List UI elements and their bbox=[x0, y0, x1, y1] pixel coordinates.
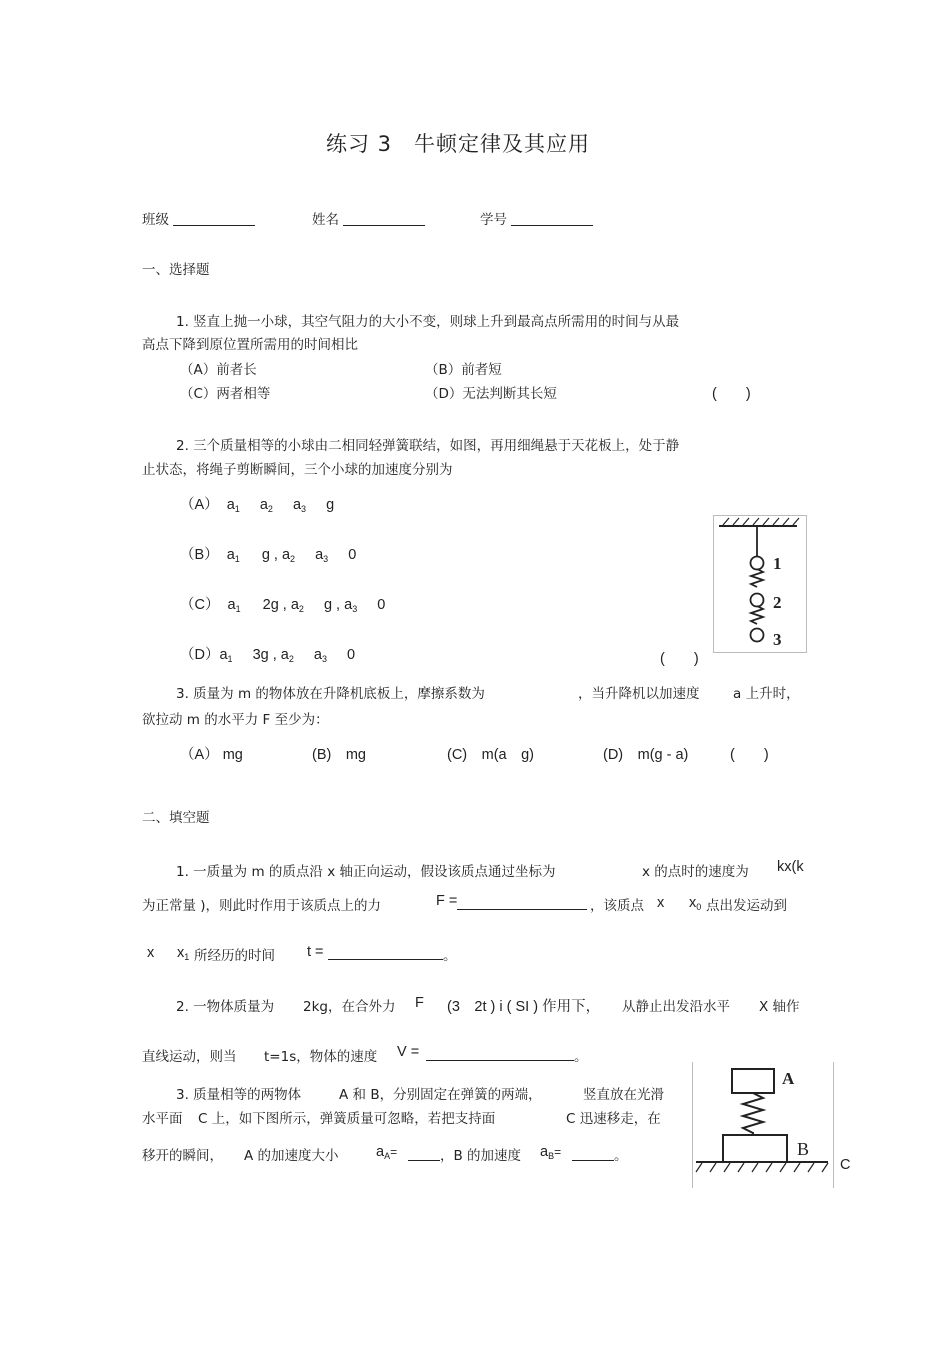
block-a-label: A bbox=[782, 1069, 795, 1088]
q2-a-val: g bbox=[326, 497, 335, 513]
q1-option-c: （C）两者相等 bbox=[180, 386, 271, 402]
ball-label-3: 3 bbox=[773, 630, 782, 649]
fill3-aB-eq: = bbox=[554, 1145, 562, 1159]
spring-balls-diagram bbox=[713, 515, 807, 653]
name-blank[interactable] bbox=[343, 211, 425, 226]
q2-d-s2: 2 bbox=[288, 654, 294, 664]
fill1-l2d: x bbox=[657, 895, 665, 911]
q2-c-s1: 1 bbox=[235, 604, 241, 614]
ball-label-1: 1 bbox=[773, 554, 782, 573]
fill1-l2b: F = bbox=[436, 893, 458, 909]
q3-line1a: 3. 质量为 m 的物体放在升降机底板上，摩擦系数为 bbox=[176, 686, 485, 702]
fill2-l1e: 从静止出发沿水平 bbox=[622, 999, 730, 1015]
q2-d-val: 0 bbox=[347, 647, 356, 663]
ball-label-2: 2 bbox=[773, 593, 782, 612]
q1-option-d: （D）无法判断其长短 bbox=[425, 386, 557, 402]
q2-a-label: （A） bbox=[180, 497, 219, 513]
q2-a-a2: a bbox=[259, 497, 268, 513]
fill1-l2c: ，该质点 bbox=[590, 898, 644, 914]
fill1-x1-sub: 1 bbox=[184, 952, 190, 962]
fill3-aA bbox=[376, 1144, 397, 1161]
fill2-l1a: 2. 一物体质量为 bbox=[176, 999, 275, 1015]
id-blank[interactable] bbox=[511, 211, 593, 226]
q2-c-mid1: 2g , a bbox=[262, 597, 299, 613]
q2-a-a1: a bbox=[226, 497, 235, 513]
q2-a-s2: 2 bbox=[267, 504, 273, 514]
fill3-l2c: C 迅速移走，在 bbox=[566, 1111, 661, 1127]
id-field bbox=[480, 208, 593, 228]
class-blank[interactable] bbox=[173, 211, 255, 226]
aB-answer-blank[interactable] bbox=[572, 1146, 614, 1161]
q2-a-s3: 3 bbox=[301, 504, 307, 514]
section2-heading: 二、填空题 bbox=[142, 810, 210, 826]
q2-d-s1: 1 bbox=[227, 654, 233, 664]
q2-c-s2: 2 bbox=[298, 604, 304, 614]
fill3-aB-sub: B bbox=[548, 1151, 555, 1161]
section1-heading: 一、选择题 bbox=[142, 262, 210, 278]
fill1-l3d: t = bbox=[307, 944, 324, 960]
fill1-l2e bbox=[689, 895, 701, 912]
class-label: 班级 bbox=[142, 212, 169, 228]
fill3-l3e: ，B 的加速度 bbox=[440, 1148, 522, 1164]
q2-a-a3: a bbox=[292, 497, 302, 513]
fill2-l1d: (3 2t ) i ( SI ) 作用下， bbox=[447, 999, 601, 1015]
page-title: 练习 3 牛顿定律及其应用 bbox=[326, 132, 591, 156]
q2-b-s2: 2 bbox=[290, 554, 296, 564]
fill3-l1a: 3. 质量相等的两物体 bbox=[176, 1087, 302, 1103]
id-label: 学号 bbox=[480, 212, 507, 228]
fill2-l2a: 直线运动，则当 bbox=[142, 1049, 237, 1065]
q3-option-b: (B) mg bbox=[312, 747, 366, 763]
q2-b-val: 0 bbox=[348, 547, 357, 563]
fill1-l3b bbox=[177, 945, 189, 962]
q1-line2: 高点下降到原位置所需用的时间相比 bbox=[142, 337, 358, 353]
fill2-l1f: X 轴作 bbox=[759, 999, 800, 1015]
q2-c-label: （C） bbox=[180, 597, 220, 613]
q2-d-mid: 3g , a bbox=[252, 647, 289, 663]
q2-option-a bbox=[180, 493, 334, 514]
fill2-l1b: 2kg，在合外力 bbox=[303, 999, 396, 1015]
fill3-l3a: 移开的瞬间， bbox=[142, 1148, 223, 1164]
fill1-l1c: kx(k bbox=[777, 859, 804, 875]
q3-option-a: （A） mg bbox=[180, 747, 243, 763]
fill3-aA-sub: A bbox=[384, 1151, 391, 1161]
q2-b-s3: 3 bbox=[323, 554, 329, 564]
surface-c-label: C bbox=[840, 1157, 851, 1173]
velocity-answer-blank[interactable] bbox=[426, 1046, 574, 1061]
fill1-l3e: 。 bbox=[443, 948, 457, 964]
fill1-l2f: 点出发运动到 bbox=[706, 898, 787, 914]
fill1-x0: x bbox=[689, 895, 697, 911]
q2-c-s3: 3 bbox=[352, 604, 358, 614]
two-blocks-spring-diagram bbox=[692, 1062, 836, 1188]
q2-b-a3: a bbox=[315, 547, 324, 563]
q2-line1: 2. 三个质量相等的小球由二相同轻弹簧联结，如图，再用细绳悬于天花板上，处于静 bbox=[176, 438, 680, 454]
q3-answer-paren: ( ) bbox=[730, 747, 769, 763]
name-field bbox=[312, 208, 425, 228]
time-answer-blank[interactable] bbox=[328, 945, 443, 960]
fill1-l1a: 1. 一质量为 m 的质点沿 x 轴正向运动，假设该质点通过坐标为 bbox=[176, 864, 556, 880]
fill1-l3a: x bbox=[147, 945, 155, 961]
fill1-x1: x bbox=[177, 945, 185, 961]
fill3-l1c: 竖直放在光滑 bbox=[583, 1087, 664, 1103]
fill3-l3h: 。 bbox=[614, 1148, 628, 1164]
fill1-x0-sub: 0 bbox=[696, 902, 702, 912]
q3-line1c: a 上升时， bbox=[733, 686, 800, 702]
fill3-aB-a: a bbox=[540, 1144, 549, 1160]
q3-option-d: (D) m(g - a) bbox=[603, 747, 689, 763]
fill1-l1b: x 的点时的速度为 bbox=[642, 864, 749, 880]
q2-b-label: （B） bbox=[180, 547, 219, 563]
fill3-l1b: A 和 B，分别固定在弹簧的两端， bbox=[339, 1087, 542, 1103]
fill2-l1c: F bbox=[415, 995, 424, 1011]
fill1-l2a: 为正常量 )，则此时作用于该质点上的力 bbox=[142, 898, 382, 914]
q2-c-val: 0 bbox=[377, 597, 386, 613]
q3-option-c: (C) m(a g) bbox=[447, 747, 534, 763]
q2-line2: 止状态，将绳子剪断瞬间，三个小球的加速度分别为 bbox=[142, 462, 453, 478]
force-answer-blank[interactable] bbox=[457, 895, 587, 910]
q1-option-a: （A）前者长 bbox=[180, 362, 257, 378]
q3-line2: 欲拉动 m 的水平力 F 至少为： bbox=[142, 712, 329, 728]
q1-answer-paren: ( ) bbox=[712, 386, 751, 402]
fill3-aA-eq: = bbox=[390, 1145, 398, 1159]
q2-c-a1: a bbox=[227, 597, 236, 613]
aA-answer-blank[interactable] bbox=[408, 1146, 440, 1161]
fill3-l3b: A 的加速度大小 bbox=[244, 1148, 339, 1164]
name-label: 姓名 bbox=[312, 212, 339, 228]
fill3-aA-a: a bbox=[376, 1144, 385, 1160]
fill1-l3c: 所经历的时间 bbox=[194, 948, 275, 964]
q2-c-mid2: g , a bbox=[323, 597, 353, 613]
class-field bbox=[142, 208, 255, 228]
q1-line1: 1. 竖直上抛一小球，其空气阻力的大小不变，则球上升到最高点所需用的时间与从最 bbox=[176, 314, 680, 330]
q3-line1b: ，当升降机以加速度 bbox=[578, 686, 700, 702]
q2-b-s1: 1 bbox=[234, 554, 240, 564]
q2-b-mid: g , a bbox=[261, 547, 291, 563]
q2-a-s1: 1 bbox=[234, 504, 240, 514]
fill3-l2b: C 上，如下图所示，弹簧质量可忽略，若把支持面 bbox=[198, 1111, 496, 1127]
q2-option-c bbox=[180, 593, 385, 614]
fill3-l2a: 水平面 bbox=[142, 1111, 183, 1127]
q2-answer-paren: ( ) bbox=[660, 651, 699, 667]
q1-option-b: （B）前者短 bbox=[425, 362, 502, 378]
q2-option-b bbox=[180, 543, 356, 564]
fill2-l2b: t=1s，物体的速度 bbox=[264, 1049, 378, 1065]
fill2-l2c: V = bbox=[397, 1044, 420, 1060]
block-b-label: B bbox=[797, 1139, 810, 1159]
fill3-aB bbox=[540, 1144, 561, 1161]
fill2-l2d: 。 bbox=[574, 1049, 588, 1065]
q2-d-s3: 3 bbox=[322, 654, 328, 664]
q2-option-d bbox=[180, 643, 355, 664]
q2-d-label: （D）a bbox=[180, 647, 228, 663]
q2-d-a3: a bbox=[313, 647, 322, 663]
q2-b-a1: a bbox=[226, 547, 235, 563]
